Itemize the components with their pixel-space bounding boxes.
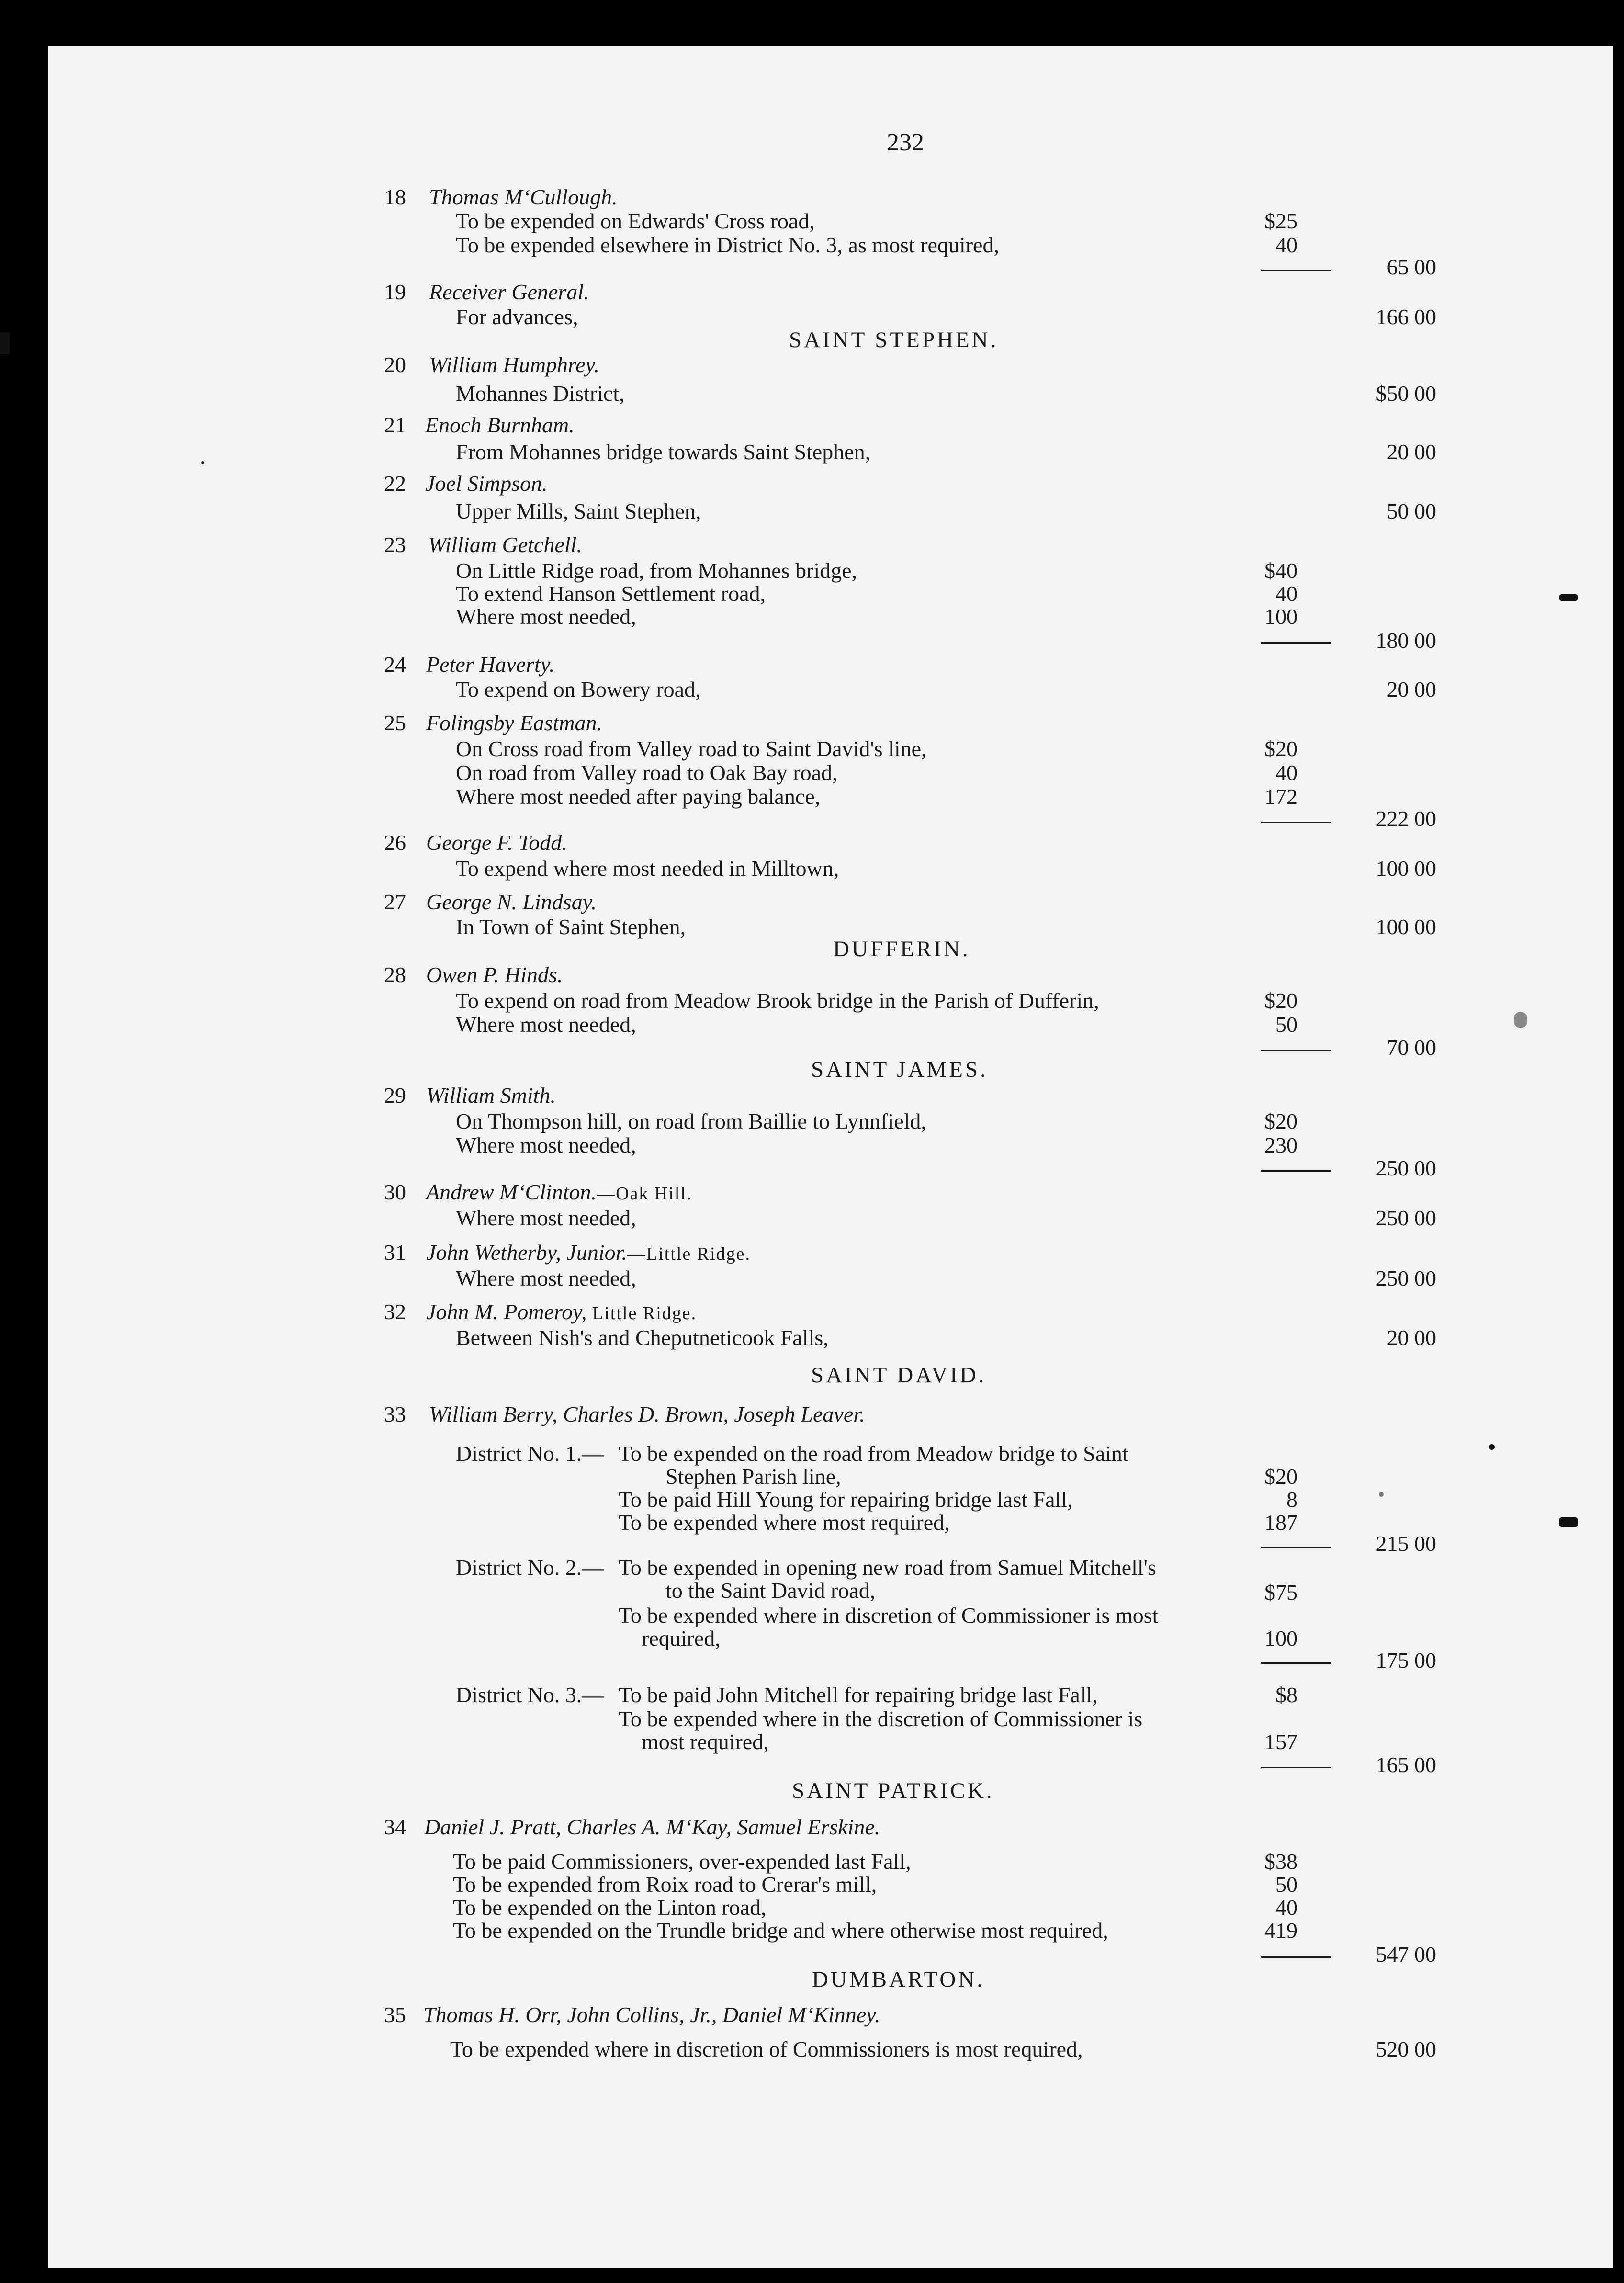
subtotal-amount: $20 — [1264, 736, 1297, 761]
entry-number: 30 — [384, 1180, 406, 1204]
district-label: District No. 3.— — [456, 1683, 604, 1707]
district-line: To be expended on the road from Meadow bridge to Saint — [619, 1441, 1128, 1466]
entry-line: To be expended elsewhere in District No. 3, as most required, — [456, 233, 999, 257]
entry-line: To be expended from Roix road to Crerar's mill, — [453, 1872, 877, 1897]
entry-name: William Berry, Charles D. Brown, Joseph Leaver. — [429, 1402, 865, 1426]
entry-number: 32 — [384, 1300, 406, 1324]
entry-number: 19 — [384, 280, 406, 304]
entry-name: Owen P. Hinds. — [426, 962, 563, 987]
entry-number: 27 — [384, 890, 406, 914]
total-amount: 166 00 — [1376, 305, 1436, 329]
subtotal-amount: $25 — [1264, 209, 1297, 233]
entry-line: On road from Valley road to Oak Bay road, — [456, 760, 838, 785]
scan-dot-3 — [1379, 1492, 1384, 1497]
entry-number: 22 — [384, 471, 406, 496]
section-heading-saint-james: SAINT JAMES. — [811, 1057, 988, 1082]
district-line: To be expended where in discretion of Commissioner is most — [619, 1603, 1159, 1627]
section-heading-saint-stephen: SAINT STEPHEN. — [789, 328, 999, 352]
entry-line: Where most needed, — [456, 1133, 636, 1157]
entry-number: 18 — [384, 185, 406, 209]
entry-number: 23 — [384, 532, 406, 557]
total-amount: 65 00 — [1387, 255, 1436, 279]
entry-name: Folingsby Eastman. — [426, 711, 602, 735]
section-heading-dumbarton: DUMBARTON. — [812, 1967, 985, 1992]
entry-number: 26 — [384, 830, 406, 855]
district-line: To be expended where in the discretion of Commissioner is — [619, 1707, 1143, 1731]
entry-name: George F. Todd. — [426, 830, 567, 855]
section-heading-dufferin: DUFFERIN. — [833, 937, 970, 961]
total-amount: 165 00 — [1376, 1752, 1436, 1777]
total-amount: 222 00 — [1376, 806, 1436, 831]
entry-number: 20 — [384, 352, 406, 377]
entry-line: To expend on road from Meadow Brook bridge in the Parish of Dufferin, — [456, 988, 1099, 1013]
scan-dot-1 — [1489, 1444, 1495, 1450]
subtotal-amount: 50 — [1275, 1872, 1297, 1897]
total-amount: 520 00 — [1376, 2037, 1436, 2061]
subtotal-amount: $20 — [1264, 988, 1297, 1013]
district-line: To be expended in opening new road from Samuel Mitchell's — [619, 1555, 1156, 1580]
subtotal-amount: 157 — [1264, 1729, 1297, 1754]
entry-name: George N. Lindsay. — [426, 890, 597, 914]
total-amount: 175 00 — [1376, 1648, 1436, 1673]
entry-number: 25 — [384, 711, 406, 735]
entry-name: Thomas M‘Cullough. — [429, 185, 618, 209]
district-line: Stephen Parish line, — [665, 1464, 841, 1489]
subtotal-amount: 100 — [1264, 1626, 1297, 1650]
subtotal-amount: $20 — [1264, 1109, 1297, 1133]
total-amount: 20 00 — [1387, 677, 1436, 701]
subtotal-amount: $38 — [1264, 1849, 1297, 1874]
subtotal-amount: 50 — [1275, 1012, 1297, 1037]
entry-name: Peter Haverty. — [426, 652, 555, 677]
entry-heading-line — [426, 1180, 692, 1206]
total-amount: 250 00 — [1376, 1156, 1436, 1180]
scan-mark-right-2 — [1559, 1517, 1578, 1527]
entry-place: —Little Ridge. — [627, 1244, 751, 1264]
subtotal-amount: 100 — [1264, 604, 1297, 629]
subtotal-amount: 40 — [1275, 1895, 1297, 1920]
subtotal-amount: 40 — [1275, 760, 1297, 785]
entry-line: To be paid Commissioners, over-expended last Fall, — [453, 1849, 911, 1874]
entry-line: To be expended on Edwards' Cross road, — [456, 209, 815, 233]
entry-name: John Wetherby, Junior. — [426, 1240, 627, 1265]
total-amount: 70 00 — [1387, 1035, 1436, 1060]
total-amount: 250 00 — [1376, 1206, 1436, 1230]
subtotal-amount: $8 — [1275, 1683, 1297, 1707]
district-label: District No. 1.— — [456, 1441, 604, 1466]
entry-line: For advances, — [456, 305, 578, 329]
entry-name: John M. Pomeroy, — [426, 1300, 587, 1324]
entry-name: Thomas H. Orr, John Collins, Jr., Daniel M‘Kinney. — [423, 2002, 880, 2027]
entry-name: William Humphrey. — [429, 352, 600, 377]
entry-name: Daniel J. Pratt, Charles A. M‘Kay, Samuel Erskine. — [424, 1815, 880, 1839]
subtotal-amount: 40 — [1275, 581, 1297, 606]
entry-number: 34 — [384, 1815, 406, 1839]
subtotal-amount: $75 — [1264, 1580, 1297, 1605]
subtotal-amount: 419 — [1264, 1918, 1297, 1943]
total-amount: 100 00 — [1376, 915, 1436, 939]
section-heading-saint-david: SAINT DAVID. — [811, 1363, 987, 1388]
section-heading-saint-patrick: SAINT PATRICK. — [792, 1778, 994, 1803]
entry-line: On Little Ridge road, from Mohannes bridge, — [456, 558, 857, 583]
district-line: To be paid John Mitchell for repairing bridge last Fall, — [619, 1683, 1098, 1707]
entry-number: 31 — [384, 1240, 406, 1265]
subtotal-amount: 8 — [1286, 1487, 1297, 1512]
subtotal-amount: 187 — [1264, 1510, 1297, 1535]
entry-name: William Getchell. — [428, 532, 582, 557]
entry-number: 29 — [384, 1083, 406, 1108]
district-line: most required, — [642, 1729, 769, 1754]
subtotal-amount: 40 — [1275, 233, 1297, 257]
entry-line: In Town of Saint Stephen, — [456, 915, 686, 939]
entry-heading-line — [426, 1300, 697, 1326]
entry-number: 24 — [384, 652, 406, 677]
entry-line: Upper Mills, Saint Stephen, — [456, 499, 701, 523]
subtotal-amount: 172 — [1264, 784, 1297, 809]
entry-number: 33 — [384, 1402, 406, 1426]
entry-line: Where most needed, — [456, 604, 636, 629]
entry-line: Between Nish's and Cheputneticook Falls, — [456, 1325, 829, 1350]
entry-line: Where most needed after paying balance, — [456, 784, 821, 809]
entry-line: Where most needed, — [456, 1266, 636, 1290]
entry-heading-line — [426, 1240, 751, 1266]
total-amount: 180 00 — [1376, 628, 1436, 653]
total-amount: 50 00 — [1387, 499, 1436, 523]
entry-line: To expend on Bowery road, — [456, 677, 701, 701]
scan-dot-2 — [201, 461, 204, 464]
entry-line: From Mohannes bridge towards Saint Stephen, — [456, 440, 871, 464]
entry-line: To expend where most needed in Milltown, — [456, 856, 839, 881]
district-line: To be expended where most required, — [619, 1510, 950, 1535]
entry-line: On Cross road from Valley road to Saint David's line, — [456, 736, 927, 761]
entry-line: To extend Hanson Settlement road, — [456, 581, 766, 606]
district-line: To be paid Hill Young for repairing bridge last Fall, — [619, 1487, 1073, 1512]
subtotal-amount: $40 — [1264, 558, 1297, 583]
scan-smudge — [1514, 1012, 1527, 1028]
total-amount: 100 00 — [1376, 856, 1436, 881]
entry-line: To be expended on the Linton road, — [453, 1895, 767, 1920]
entry-line: On Thompson hill, on road from Baillie to Lynnfield, — [456, 1109, 926, 1133]
entry-name: William Smith. — [426, 1083, 556, 1108]
entry-number: 28 — [384, 962, 406, 987]
entry-name: Andrew M‘Clinton. — [426, 1180, 597, 1204]
entry-name: Enoch Burnham. — [425, 413, 575, 437]
entry-line: To be expended where in discretion of Commissioners is most required, — [450, 2037, 1083, 2061]
total-amount: $50 00 — [1376, 381, 1436, 406]
entry-number: 35 — [384, 2002, 406, 2027]
district-label: District No. 2.— — [456, 1555, 604, 1580]
page-number: 232 — [887, 129, 924, 156]
total-amount: 250 00 — [1376, 1266, 1436, 1290]
district-line: required, — [642, 1626, 721, 1650]
subtotal-amount: $20 — [1264, 1464, 1297, 1489]
total-amount: 215 00 — [1376, 1531, 1436, 1556]
entry-number: 21 — [384, 413, 406, 437]
subtotal-amount: 230 — [1264, 1133, 1297, 1157]
total-amount: 20 00 — [1387, 1325, 1436, 1350]
district-line: to the Saint David road, — [665, 1578, 876, 1603]
entry-line: Mohannes District, — [456, 381, 625, 406]
entry-line: Where most needed, — [456, 1012, 636, 1037]
total-amount: 20 00 — [1387, 440, 1436, 464]
entry-place: —Oak Hill. — [597, 1184, 692, 1204]
entry-line: Where most needed, — [456, 1206, 636, 1230]
total-amount: 547 00 — [1376, 1942, 1436, 1967]
entry-place: Little Ridge. — [586, 1303, 697, 1323]
entry-line: To be expended on the Trundle bridge and where otherwise most required, — [453, 1918, 1108, 1943]
scan-mark-left — [0, 332, 10, 354]
scan-mark-right-1 — [1559, 594, 1578, 601]
entry-name: Joel Simpson. — [425, 471, 548, 496]
entry-name: Receiver General. — [429, 280, 589, 304]
